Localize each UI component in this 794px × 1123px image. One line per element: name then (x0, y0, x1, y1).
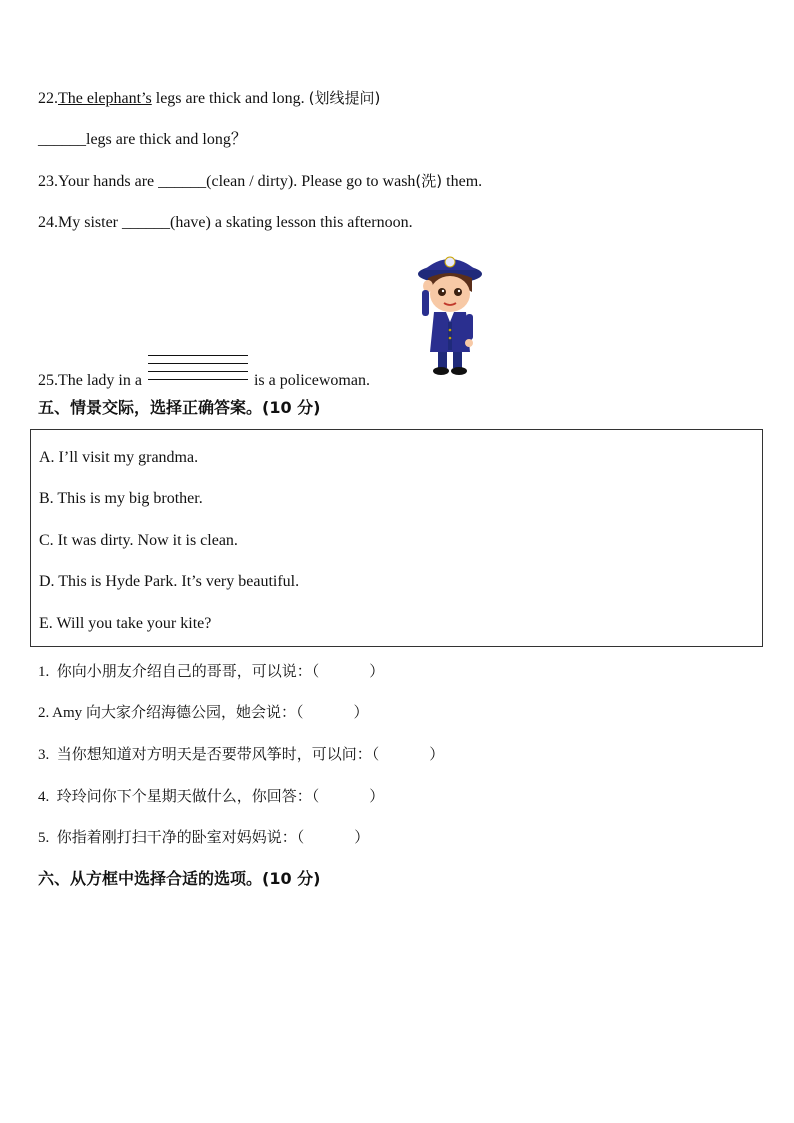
question-22-answer: ______legs are thick and long？ (38, 131, 247, 148)
option-c: C. It was dirty. Now it is clean. (39, 532, 238, 549)
section-six-title: 六、从方框中选择合适的选项。(10 分) (38, 869, 321, 888)
question-22: 22.The elephant’s legs are thick and long. (划线提问) (38, 89, 381, 107)
question-25: 25.The lady in a is a policewoman. (38, 361, 370, 391)
writing-lines[interactable] (148, 355, 248, 381)
option-e: E. Will you take your kite? (39, 615, 212, 632)
option-d: D. This is Hyde Park. It’s very beautiful. (39, 573, 300, 590)
dialogue-question-1: 1. 你向小朋友介绍自己的哥哥，可以说：（ ） (38, 662, 385, 680)
option-b: B. This is my big brother. (39, 490, 203, 507)
dialogue-question-3: 3. 当你想知道对方明天是否要带风筝时，可以问：（ ） (38, 745, 445, 763)
dialogue-question-2: 2. Amy 向大家介绍海德公园，她会说：（ ） (38, 703, 369, 721)
question-23: 23.Your hands are ______(clean / dirty). Please go to wash(洗) them. (38, 172, 483, 190)
answer-blank[interactable]: ______ (122, 214, 170, 231)
underlined-phrase: The elephant’s (58, 90, 152, 107)
answer-blank[interactable]: ______ (158, 173, 207, 190)
options-box (30, 429, 763, 647)
dialogue-question-4: 4. 玲玲问你下个星期天做什么，你回答：（ ） (38, 787, 385, 805)
dialogue-question-5: 5. 你指着刚打扫干净的卧室对妈妈说：（ ） (38, 828, 370, 846)
answer-blank[interactable]: ______ (38, 131, 86, 148)
option-a: A. I’ll visit my grandma. (39, 449, 199, 466)
policewoman-illustration (414, 248, 486, 378)
section-five-title: 五、情景交际，选择正确答案。(10 分) (38, 398, 321, 417)
question-24: 24.My sister ______(have) a skating lesson this afternoon. (38, 214, 413, 231)
